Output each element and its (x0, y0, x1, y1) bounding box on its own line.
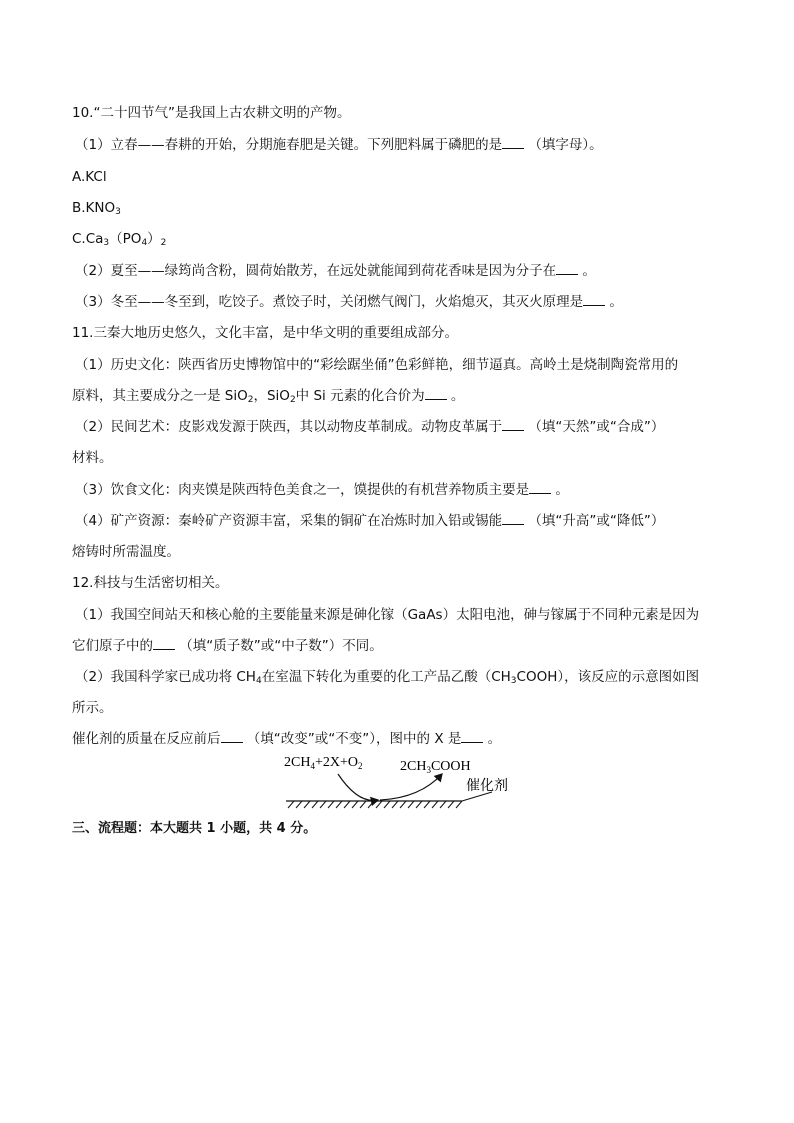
q10-option-b: $B.KNO_3$ (72, 200, 121, 217)
product-label: $2CH_3COOH$ (400, 759, 471, 775)
q11-stem: 11.三秦大地历史悠久，文化丰富，是中华文明的重要组成部分。 (72, 325, 458, 341)
q12-part1-line1: （1）我国空间站天和核心舱的主要能量来源是砷化镓（GaAs）太阳电池，砷与镓属于不同种元素是因为 (75, 607, 700, 623)
q11-part1-line1: （1）历史文化：陕西省历史博物馆中的“彩绘踞坐俑”色彩鲜艳，细节逼真。高岭土是烧制陶瓷常用的 (75, 357, 679, 373)
arrow-out (380, 774, 442, 800)
q12-stem: 12.科技与生活密切相关。 (72, 575, 229, 591)
q10-part3: （3）冬至——冬至到，吃饺子。煮饺子时，关闭燃气阀门，火焰熄灭，其灭火原理是 。 (75, 294, 623, 310)
answer-blank[interactable] (221, 730, 243, 743)
arrow-in (338, 774, 378, 800)
q11-part4-line2: 熔铸时所需温度。 (72, 544, 180, 560)
q10-part2: （2）夏至——绿筠尚含粉，圆荷始散芳，在远处就能闻到荷花香味是因为分子在 。 (75, 263, 596, 279)
q11-part3: （3）饮食文化：肉夹馍是陕西特色美食之一，馍提供的有机营养物质主要是 。 (75, 482, 569, 498)
q10-stem: 10.“二十四节气”是我国上古农耕文明的产物。 (72, 105, 351, 121)
q10-option-c: $C.Ca_3(PO_4)_2$ (72, 231, 167, 248)
q12-part1-line2: 它们原子中的 （填“质子数”或“中子数”）不同。 (72, 638, 383, 654)
answer-blank[interactable] (425, 387, 447, 400)
answer-blank[interactable] (556, 262, 578, 275)
surface-hatching (288, 801, 462, 808)
q10-part1: （1）立春——春耕的开始，分期施春肥是关键。下列肥料属于磷肥的是 （填字母）。 (75, 137, 603, 153)
q11-part2-line2: 材料。 (72, 450, 113, 466)
q11-part2-line1: （2）民间艺术：皮影戏发源于陕西，其以动物皮革制成。动物皮革属于 （填“天然”或“合成”） (75, 419, 665, 435)
reaction-diagram (280, 748, 530, 812)
answer-blank[interactable] (461, 730, 483, 743)
catalyst-label: 催化剂 (466, 778, 508, 794)
q12-part2-line2: 所示。 (72, 700, 113, 716)
q10-option-a: A.KCl (72, 169, 107, 185)
q11-part1-line2: 原料，其主要成分之一是 SiO$_2$，SiO$_2$中 Si 元素的化合价为 。 (72, 388, 465, 405)
section-3-header: 三、流程题：本大题共 1 小题，共 4 分。 (72, 821, 317, 836)
answer-blank[interactable] (529, 481, 551, 494)
reactants-label: $2CH_4+2X+O_2$ (284, 755, 363, 771)
answer-blank[interactable] (502, 512, 524, 525)
q12-part2-line1: （2）我国科学家已成功将 $CH_4$在室温下转化为重要的化工产品乙酸$(CH_3COOH)$，该反应的示意图如图 (75, 669, 700, 686)
answer-blank[interactable] (583, 293, 605, 306)
answer-blank[interactable] (502, 418, 524, 431)
q11-part4-line1: （4）矿产资源：秦岭矿产资源丰富，采集的铜矿在冶炼时加入铅或锡能 （填“升高”或“降低”） (75, 513, 665, 529)
answer-blank[interactable] (153, 637, 175, 650)
answer-blank[interactable] (502, 136, 524, 149)
q12-part3: 催化剂的质量在反应前后 （填“改变”或“不变”），图中的 X 是 。 (72, 731, 502, 747)
